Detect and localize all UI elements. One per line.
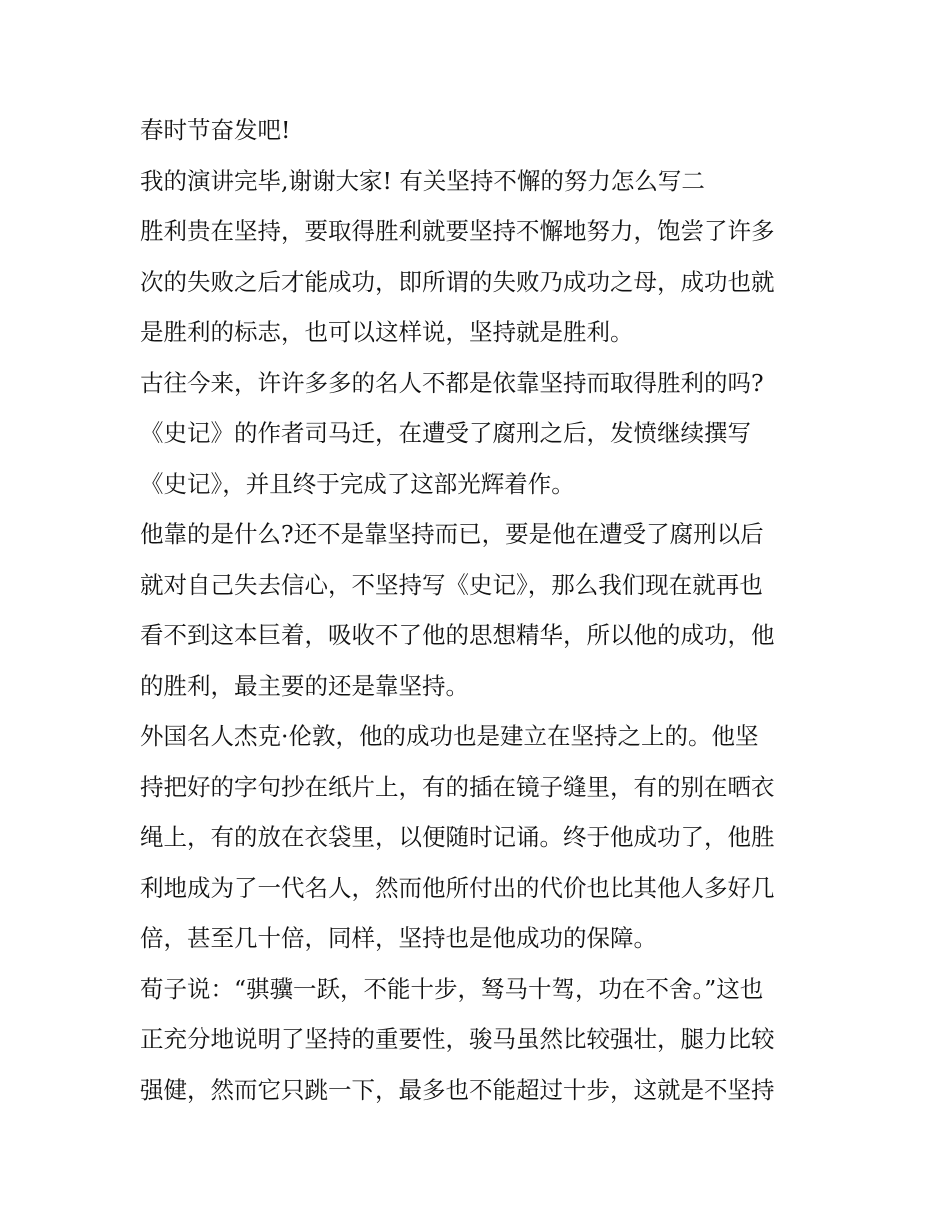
text-line: 持把好的字句抄在纸片上，有的插在镜子缝里，有的别在晒衣 (140, 773, 775, 801)
text-line: 倍，甚至几十倍，同样，坚持也是他成功的保障。 (140, 924, 657, 952)
text-line: 外国名人杰克·伦敦，他的成功也是建立在坚持之上的。他坚 (140, 722, 759, 750)
text-line: 看不到这本巨着，吸收不了他的思想精华，所以他的成功，他 (140, 621, 775, 649)
text-line: 强健，然而它只跳一下，最多也不能超过十步，这就是不坚持 (140, 1076, 775, 1104)
text-line: 胜利贵在坚持，要取得胜利就要坚持不懈地努力，饱尝了许多 (140, 217, 775, 245)
text-line: 正充分地说明了坚持的重要性，骏马虽然比较强壮，腿力比较 (140, 1025, 775, 1053)
text-line: 《史记》，并且终于完成了这部光辉着作。 (140, 470, 575, 498)
text-line: 我的演讲完毕,谢谢大家! 有关坚持不懈的努力怎么写二 (140, 167, 705, 195)
text-line: 的胜利，最主要的还是靠坚持。 (140, 672, 469, 700)
text-line: 古往今来，许许多多的名人不都是依靠坚持而取得胜利的吗? (140, 369, 764, 397)
text-line: 次的失败之后才能成功，即所谓的失败乃成功之母，成功也就 (140, 268, 775, 296)
text-line: 是胜利的标志，也可以这样说，坚持就是胜利。 (140, 318, 634, 346)
text-line: 利地成为了一代名人，然而他所付出的代价也比其他人多好几 (140, 874, 775, 902)
text-line: 绳上，有的放在衣袋里，以便随时记诵。终于他成功了，他胜 (140, 823, 775, 851)
text-line: 荀子说：“骐骥一跃，不能十步，驽马十驾，功在不舍。”这也 (140, 975, 764, 1003)
text-line: 《史记》的作者司马迁，在遭受了腐刑之后，发愤继续撰写 (140, 419, 751, 447)
text-line: 春时节奋发吧! (140, 116, 291, 144)
text-line: 就对自己失去信心，不坚持写《史记》，那么我们现在就再也 (140, 571, 763, 599)
text-line: 他靠的是什么?还不是靠坚持而已，要是他在遭受了腐刑以后 (140, 520, 764, 548)
